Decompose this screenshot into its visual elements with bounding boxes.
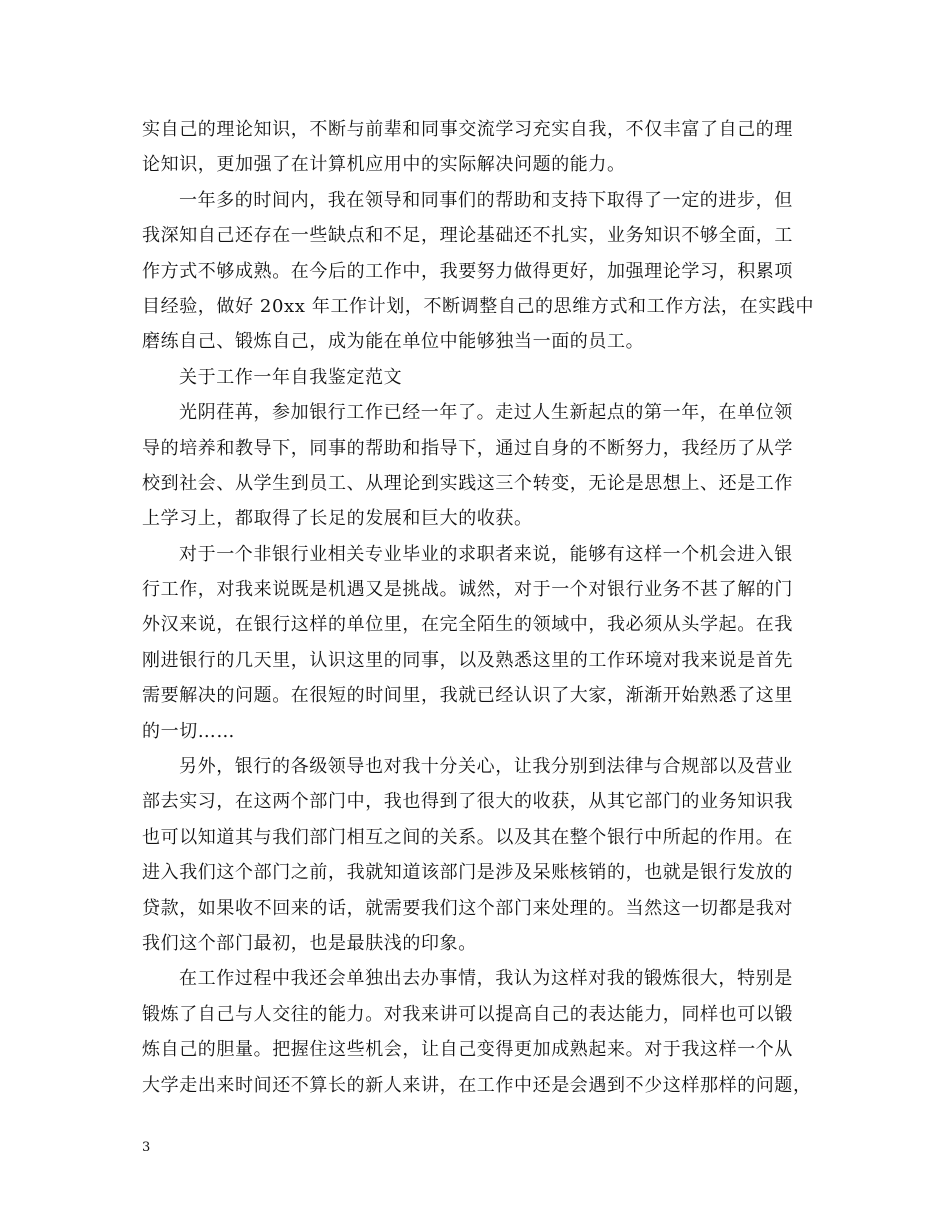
text-line: 行工作，对我来说既是机遇又是挑战。诚然，对于一个对银行业务不甚了解的门 (142, 579, 793, 601)
text-line: 刚进银行的几天里，认识这里的同事，以及熟悉这里的工作环境对我来说是首先 (142, 649, 793, 671)
text-line: 贷款，如果收不回来的话，就需要我们这个部门来处理的。当然这一切都是我对 (142, 897, 793, 919)
text-line: 大学走出来时间还不算长的新人来讲，在工作中还是会遇到不少这样那样的问题， (142, 1074, 812, 1096)
text-line: 上学习上，都取得了长足的发展和巨大的收获。 (142, 508, 533, 530)
text-line: 锻炼了自己与人交往的能力。对我来讲可以提高自己的表达能力，同样也可以锻 (142, 1003, 793, 1025)
paragraph-first-line: 在工作过程中我还会单独出去办事情，我认为这样对我的锻炼很大，特别是 (179, 968, 793, 990)
text-line: 进入我们这个部门之前，我就知道该部门是涉及呆账核销的，也就是银行发放的 (142, 862, 793, 884)
text-line: 论知识，更加强了在计算机应用中的实际解决问题的能力。 (142, 154, 626, 176)
text-line: 炼自己的胆量。把握住这些机会，让自己变得更加成熟起来。对于我这样一个从 (142, 1039, 793, 1061)
text-line: 需要解决的问题。在很短的时间里，我就已经认识了大家，渐渐开始熟悉了这里 (142, 685, 793, 707)
paragraph-first-line: 关于工作一年自我鉴定范文 (179, 366, 403, 388)
text-line: 也可以知道其与我们部门相互之间的关系。以及其在整个银行中所起的作用。在 (142, 826, 793, 848)
paragraph-first-line: 一年多的时间内，我在领导和同事们的帮助和支持下取得了一定的进步，但 (179, 189, 793, 211)
text-line: 的一切…… (142, 720, 235, 742)
text-line: 部去实习，在这两个部门中，我也得到了很大的收获，从其它部门的业务知识我 (142, 791, 793, 813)
text-line: 作方式不够成熟。在今后的工作中，我要努力做得更好，加强理论学习，积累项 (142, 260, 793, 282)
text-line: 目经验，做好 20xx 年工作计划，不断调整自己的思维方式和工作方法，在实践中 (142, 295, 815, 317)
text-line: 我深知自己还存在一些缺点和不足，理论基础还不扎实，业务知识不够全面，工 (142, 225, 793, 247)
text-line: 实自己的理论知识，不断与前辈和同事交流学习充实自我，不仅丰富了自己的理 (142, 119, 793, 140)
text-line: 我们这个部门最初，也是最肤浅的印象。 (142, 932, 477, 954)
page-number: 3 (142, 1140, 151, 1155)
text-line: 导的培养和教导下，同事的帮助和指导下，通过自身的不断努力，我经历了从学 (142, 437, 793, 459)
text-line: 磨练自己、锻炼自己，成为能在单位中能够独当一面的员工。 (142, 331, 645, 353)
paragraph-first-line: 对于一个非银行业相关专业毕业的求职者来说，能够有这样一个机会进入银 (179, 543, 793, 565)
text-line: 校到社会、从学生到员工、从理论到实践这三个转变，无论是思想上、还是工作 (142, 472, 793, 494)
text-line: 外汉来说，在银行这样的单位里，在完全陌生的领域中，我必须从头学起。在我 (142, 614, 793, 636)
paragraph-first-line: 另外，银行的各级领导也对我十分关心，让我分别到法律与合规部以及营业 (179, 756, 793, 778)
paragraph-first-line: 光阴荏苒，参加银行工作已经一年了。走过人生新起点的第一年，在单位领 (179, 402, 793, 424)
body-text (142, 112, 815, 1103)
